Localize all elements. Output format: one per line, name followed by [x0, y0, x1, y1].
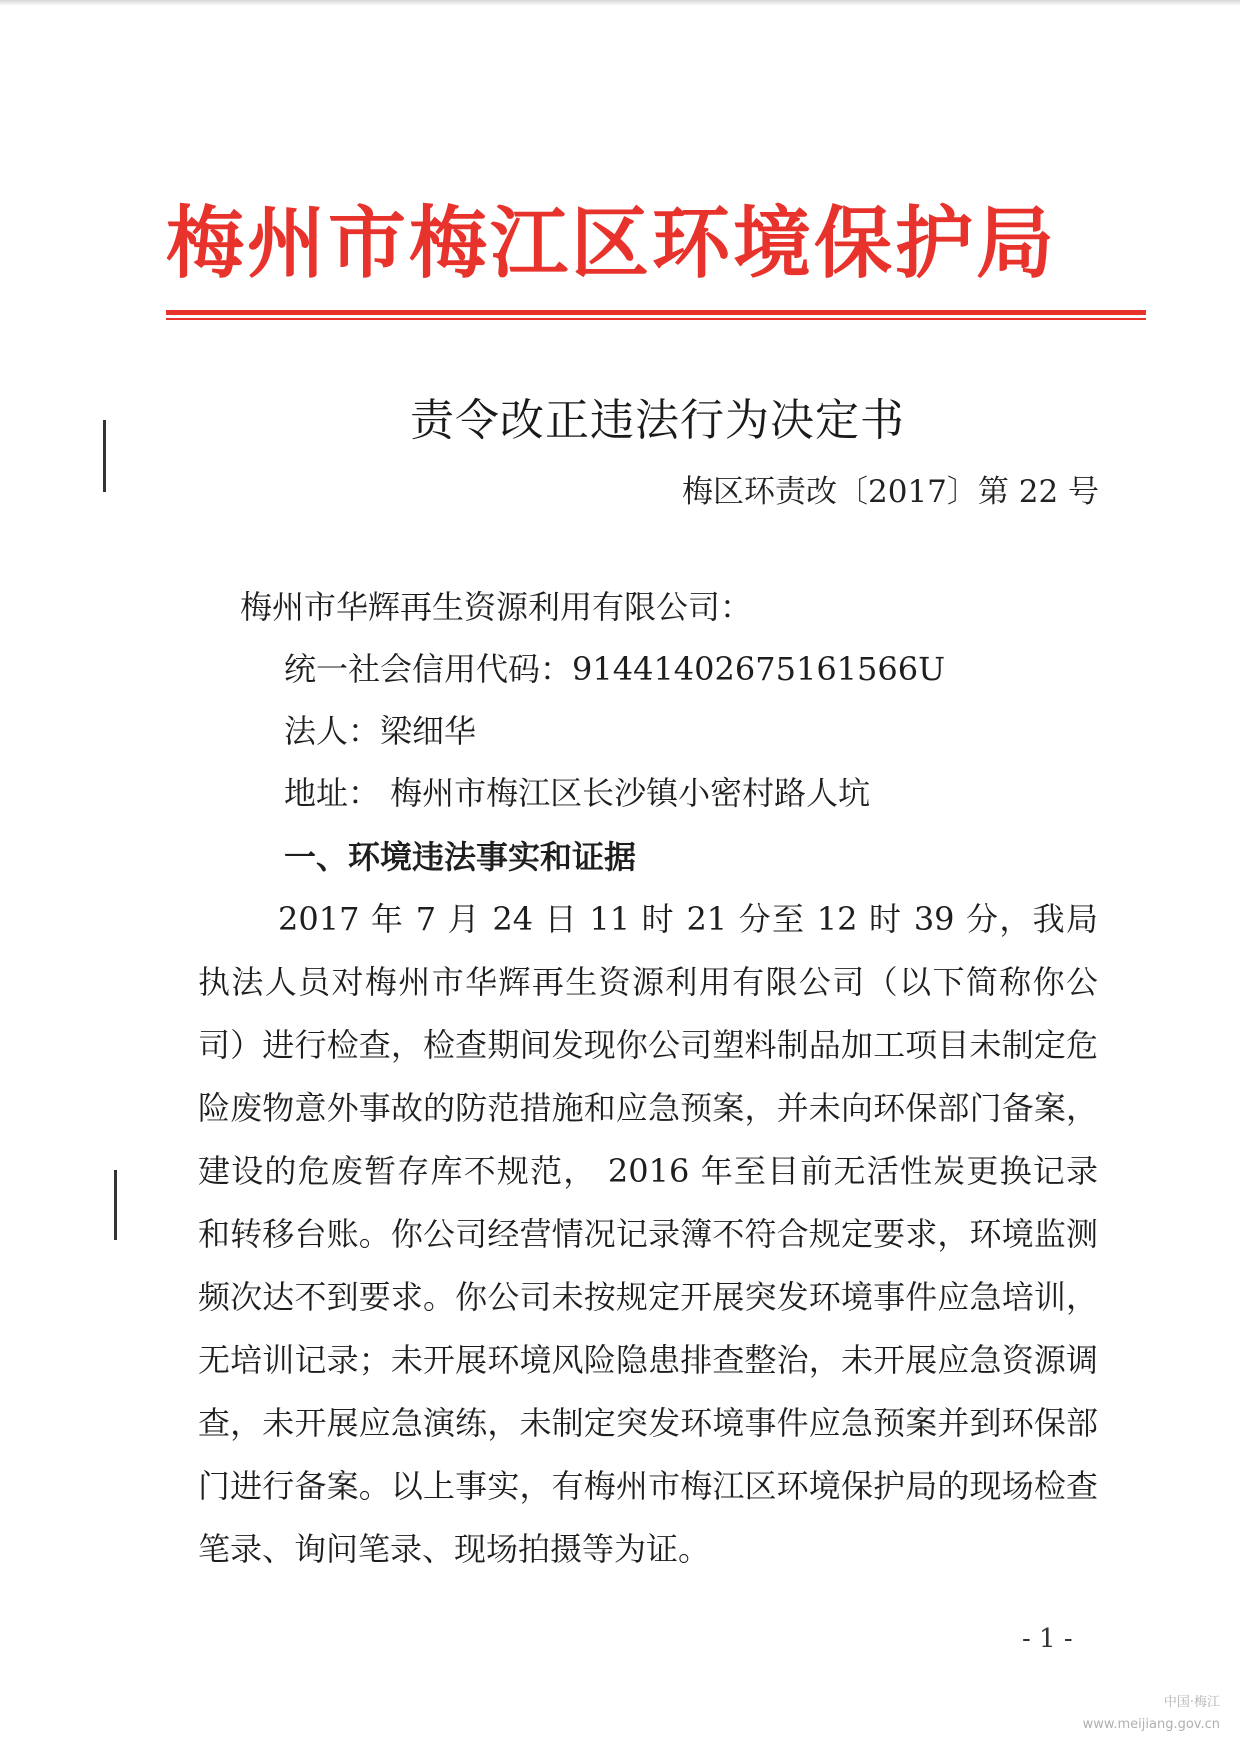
watermark-url: www.meijiang.gov.cn — [1082, 1717, 1220, 1732]
page-number: - 1 - — [1022, 1624, 1073, 1654]
legal-person-line: 法人：梁细华 — [284, 712, 477, 750]
section-body-text: 2017 年 7 月 24 日 11 时 21 分至 12 时 39 分，我局执法人员对梅州市华辉再生资源利用有限公司（以下简称你公司）进行检查，检查期间发现你公司塑料制品加工项目未制定危险废物意外事故的防范措施和应急预案，并未向环保部门备案，建设的危废暂存库不规范， 2016 年至目前无活性炭更换记录和转移台账。你公司经营情况记录簿不符合规定要求，环境监测频次达不到要求。你公司未按规定开展突发环境事件应急培训，无培训记录；未开展环境风险隐患排查整治，未开展应急资源调查，未开展应急演练，未制定突发环境事件应急预案并到环保部门进行备案。以上事实，有梅州市梅江区环境保护局的现场检查笔录、询问笔录、现场拍摄等为证。 — [198, 900, 1098, 1568]
binding-mark — [114, 1170, 117, 1240]
recipient-company: 梅州市华辉再生资源利用有限公司： — [240, 588, 753, 626]
scan-edge — [0, 0, 1240, 6]
watermark-site: 中国·梅江 — [1163, 1695, 1220, 1710]
document-number: 梅区环责改〔2017〕第 22 号 — [682, 474, 1100, 510]
letterhead-rule-thin — [166, 318, 1146, 320]
section-heading: 一、环境违法事实和证据 — [284, 838, 637, 876]
letterhead-rule-thick — [166, 310, 1146, 315]
document-title: 责令改正违法行为决定书 — [410, 395, 905, 446]
credit-code-line: 统一社会信用代码：91441402675161566U — [284, 650, 946, 688]
address-line: 地址： 梅州市梅江区长沙镇小密村路人坑 — [284, 774, 871, 812]
letterhead-agency-name: 梅州市梅江区环境保护局 — [166, 199, 1058, 289]
binding-mark — [103, 420, 106, 492]
site-watermark — [1040, 1692, 1220, 1736]
